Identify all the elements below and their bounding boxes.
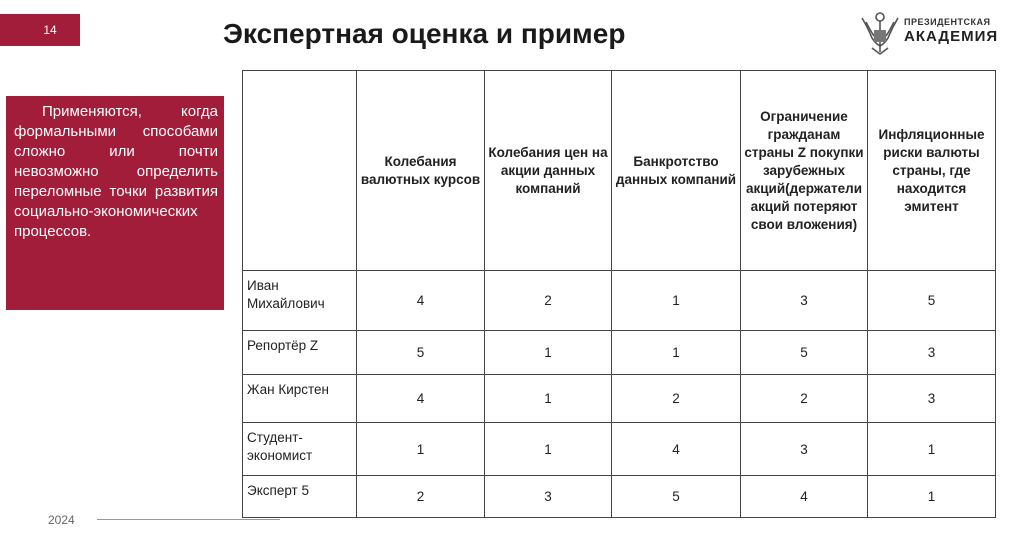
row-value: 5 — [357, 331, 485, 375]
logo-wordmark — [904, 18, 998, 44]
row-value: 1 — [612, 271, 741, 331]
eagle-emblem-icon — [858, 8, 902, 58]
table-row — [243, 271, 996, 331]
row-value: 3 — [741, 423, 868, 476]
row-value: 1 — [357, 423, 485, 476]
row-value: 4 — [741, 476, 868, 518]
table-row — [243, 375, 996, 423]
row-value: 1 — [612, 331, 741, 375]
row-value: 1 — [868, 476, 996, 518]
academy-logo — [858, 8, 998, 60]
row-value: 4 — [612, 423, 741, 476]
table-row — [243, 331, 996, 375]
row-value: 2 — [612, 375, 741, 423]
row-name: Иван Михайлович — [243, 271, 357, 331]
description-text: Применяются, когда формальными способами сложно или почти невозможно определить переломные точки развития социально-экономических процессов. — [14, 103, 218, 240]
row-value: 2 — [357, 476, 485, 518]
row-value: 3 — [868, 331, 996, 375]
row-value: 5 — [741, 331, 868, 375]
row-name: Студент-экономист — [243, 423, 357, 476]
table-row — [243, 476, 996, 518]
row-value: 2 — [485, 271, 612, 331]
row-value: 4 — [357, 271, 485, 331]
table-row — [243, 423, 996, 476]
header-bankruptcy: Банкротство данных компаний — [612, 71, 741, 271]
row-value: 5 — [612, 476, 741, 518]
logo-line2: АКАДЕМИЯ — [904, 28, 999, 45]
page-title: Экспертная оценка и пример — [223, 18, 626, 49]
row-value: 1 — [485, 375, 612, 423]
row-value: 1 — [485, 423, 612, 476]
logo-line1: ПРЕЗИДЕНТСКАЯ — [904, 17, 991, 27]
row-value: 3 — [485, 476, 612, 518]
row-value: 5 — [868, 271, 996, 331]
header-restrictions: Ограничение гражданам страны Z покупки зарубежных акций(держатели акций потеряют свои вложения) — [741, 71, 868, 271]
row-value: 3 — [868, 375, 996, 423]
row-value: 4 — [357, 375, 485, 423]
header-currency: Колебания валютных курсов — [357, 71, 485, 271]
footer-divider — [97, 519, 280, 520]
footer-year: 2024 — [48, 513, 75, 527]
header-cell-empty — [243, 71, 357, 271]
header-inflation: Инфляционные риски валюты страны, где находится эмитент — [868, 71, 996, 271]
slide-number: 14 — [43, 23, 57, 37]
header-stock-prices: Колебания цен на акции данных компаний — [485, 71, 612, 271]
description-box — [6, 96, 224, 310]
row-value: 1 — [868, 423, 996, 476]
row-value: 2 — [741, 375, 868, 423]
slide-number-badge — [0, 14, 80, 46]
row-name: Эксперт 5 — [243, 476, 357, 518]
row-value: 3 — [741, 271, 868, 331]
row-name: Репортёр Z — [243, 331, 357, 375]
table-header-row — [243, 71, 996, 271]
row-value: 1 — [485, 331, 612, 375]
expert-table — [242, 70, 996, 518]
row-name: Жан Кирстен — [243, 375, 357, 423]
